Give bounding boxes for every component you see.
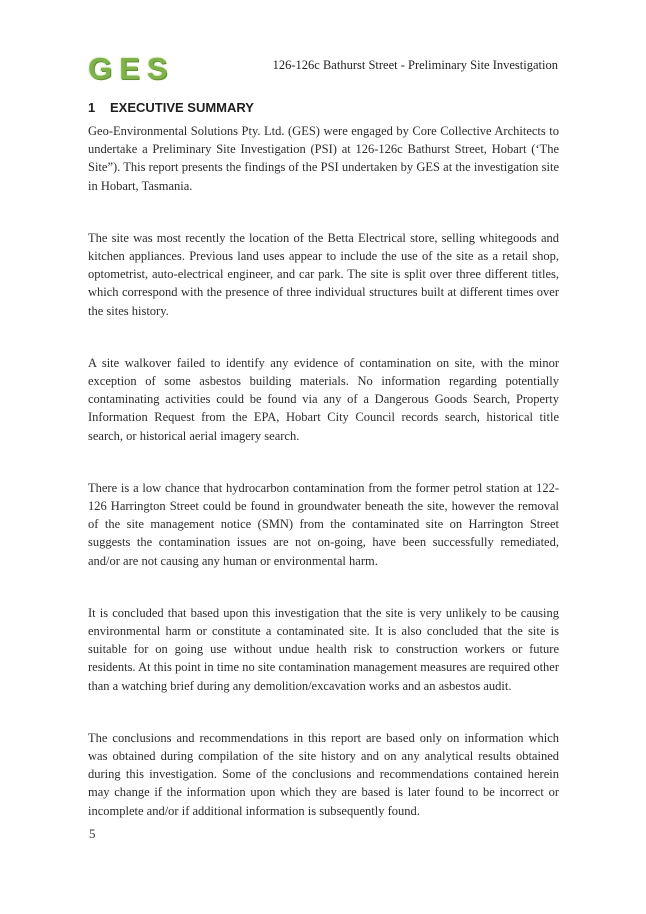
- paragraph-site-walkover: A site walkover failed to identify any evidence of contamination on site, with the minor exception of some asbestos building materials. No information regarding potentially contaminating activities could be found via any of a Dangerous Goods Search, Property Information Request from the EPA, Hobart City Council records search, historical title search, or historical aerial imagery search.: [88, 355, 559, 443]
- header-title: 126-126c Bathurst Street - Preliminary Site Investigation: [272, 58, 558, 72]
- page-number: 5: [89, 826, 96, 841]
- paragraph-hydrocarbon-risk: There is a low chance that hydrocarbon contamination from the former petrol station at 122-126 Harrington Street could be found in groundwater beneath the site, however the removal of the site management notice (SMN) from the contaminated site on Harrington Street suggests the contamination issues are not on-going, have been successfully remediated, and/or are not causing any human or environmental harm.: [88, 480, 559, 568]
- section-number: 1: [88, 100, 96, 115]
- paragraph-conclusions: It is concluded that based upon this investigation that the site is very unlikely to be causing environmental harm or constitute a contaminated site. It is also concluded that the site is suitable for on going use without undue health risk to construction workers or future residents. At this point in time no site contamination management measures are required other than a watching brief during any demolition/excavation works and an asbestos audit.: [88, 605, 559, 693]
- document-body: [88, 99, 559, 854]
- section-heading: [88, 99, 559, 117]
- page-header: [88, 52, 558, 86]
- paragraph-introduction: Geo-Environmental Solutions Pty. Ltd. (GES) were engaged by Core Collective Architects to undertake a Preliminary Site Investigation (PSI) at 126-126c Bathurst Street, Hobart (‘The Site”). This report presents the findings of the PSI undertaken by GES at the investigation site in Hobart, Tasmania.: [88, 124, 559, 193]
- section-title: EXECUTIVE SUMMARY: [110, 100, 254, 115]
- ges-logo: GES: [88, 51, 175, 86]
- paragraph-limitations: The conclusions and recommendations in this report are based only on information which was obtained during compilation of the site history and on any analytical results obtained during this investigation. Some of the conclusions and recommendations contained herein may change if the information upon which they are based is later found to be incorrect or incomplete and/or if additional information is subsequently found.: [88, 730, 559, 818]
- paragraph-site-history: The site was most recently the location of the Betta Electrical store, selling whitegoods and kitchen appliances. Previous land uses appear to include the use of the site as a retail shop, optometrist, auto-electrical engineer, and car park. The site is split over three different titles, which correspond with the presence of three individual structures built at different times over the sites history.: [88, 230, 559, 318]
